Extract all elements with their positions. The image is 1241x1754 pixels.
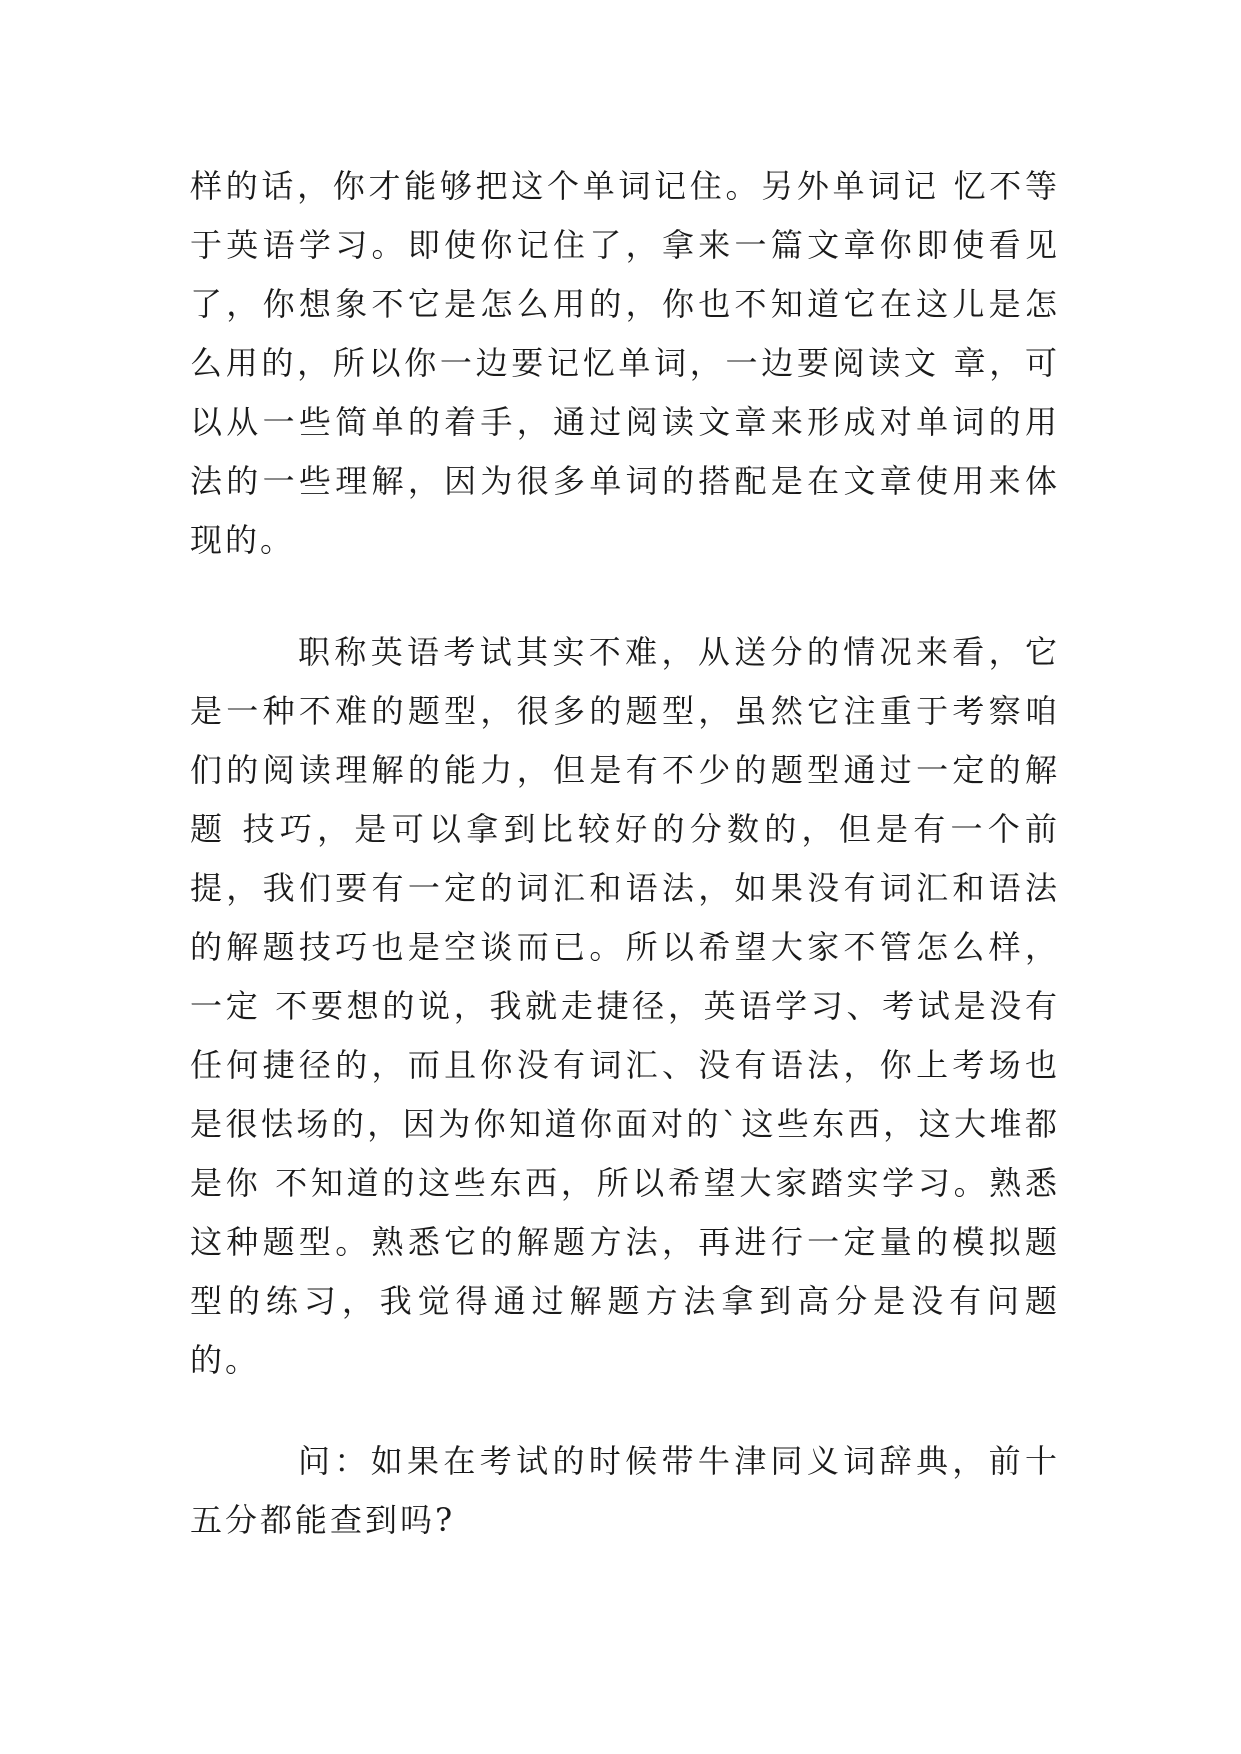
paragraph-2: 职称英语考试其实不难，从送分的情况来看，它是一种不难的题型，很多的题型，虽然它注重于考察咱们的阅读理解的能力，但是有不少的题型通过一定的解题 技巧，是可以拿到比较好的分数的，但是有一个前提，我们要有一定的词汇和语法，如果没有词汇和语法的解题技巧也是空谈而已。所以希望大家不管怎么样，一定 不要想的说，我就走捷径，英语学习、考试是没有任何捷径的，而且你没有词汇、没有语法，你上考场也是很怯场的，因为你知道你面对的`这些东西，这大堆都是你 不知道的这些东西，所以希望大家踏实学习。熟悉这种题型。熟悉它的解题方法，再进行一定量的模拟题型的练习，我觉得通过解题方法拿到高分是没有问题的。 — [190, 633, 1060, 1379]
paragraph-3-question: 问：如果在考试的时候带牛津同义词辞典，前十五分都能查到吗? — [190, 1442, 1060, 1539]
paragraph-1: 样的话，你才能够把这个单词记住。另外单词记 忆不等于英语学习。即使你记住了，拿来一篇文章你即使看见了，你想象不它是怎么用的，你也不知道它在这儿是怎么用的，所以你一边要记忆单词，一边要阅读文 章，可以从一些简单的着手，通过阅读文章来形成对单词的用法的一些理解，因为很多单词的搭配是在文章使用来体现的。 — [190, 167, 1060, 559]
